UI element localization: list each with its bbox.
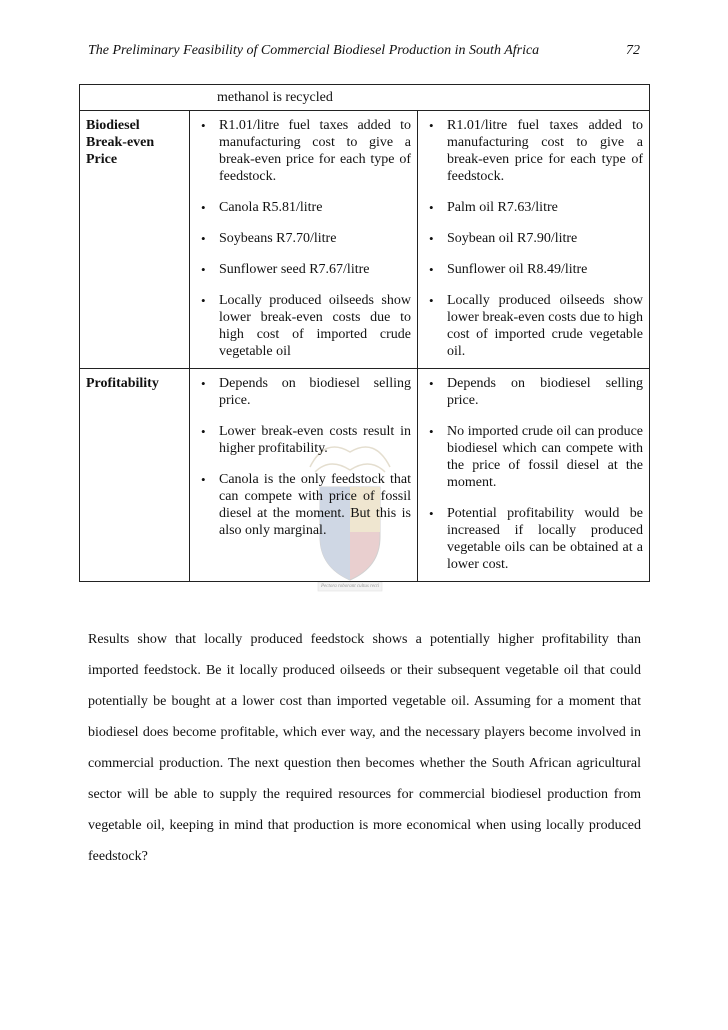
list-item: • Soybeans R7.70/litre: [190, 230, 417, 247]
continued-text: methanol is recycled: [217, 90, 333, 105]
list-item: • Depends on biodiesel selling price.: [190, 375, 417, 409]
page-header: [88, 42, 640, 60]
row-label: Biodiesel Break-even Price: [80, 111, 190, 369]
imported-feedstock-cell: [418, 111, 650, 369]
list-item: • Locally produced oilseeds show lower break-even costs due to high cost of imported crude vegetable oil.: [418, 292, 649, 360]
list-item: • Depends on biodiesel selling price.: [418, 375, 649, 409]
list-item: • Sunflower oil R8.49/litre: [418, 261, 649, 278]
list-item: • No imported crude oil can produce biodiesel which can compete with the price of fossil diesel at the moment.: [418, 423, 649, 491]
comparison-table: [79, 84, 650, 582]
running-title: The Preliminary Feasibility of Commercial Biodiesel Production in South Africa: [88, 43, 540, 58]
table-row: [80, 111, 650, 369]
list-item: • Palm oil R7.63/litre: [418, 199, 649, 216]
table-row: [80, 369, 650, 582]
watermark-motto: Pectora roborant cultus recti: [320, 584, 380, 589]
list-item: • Sunflower seed R7.67/litre: [190, 261, 417, 278]
local-feedstock-cell: [190, 369, 418, 582]
list-item: • Potential profitability would be increased if locally produced vegetable oils can be obtained at a lower cost.: [418, 505, 649, 573]
body-paragraph: Results show that locally produced feedstock shows a potentially higher profitability than imported feedstock. Be it locally produced oilseeds or their subsequent vegetable oil that could potentially be bought at a lower cost than imported vegetable oil. Assuming for a moment that biodiesel does become profitable, which ever way, and the necessary players become involved in commercial production. The next question then becomes whether the South African agricultural sector will be able to supply the required resources for commercial biodiesel production from vegetable oil, keeping in mind that production is more economical when using locally produced feedstock?: [88, 632, 641, 864]
list-item: • Canola R5.81/litre: [190, 199, 417, 216]
list-item: • Canola is the only feedstock that can compete with price of fossil diesel at the moment. But this is also only marginal.: [190, 471, 417, 539]
list-item: • Lower break-even costs result in higher profitability.: [190, 423, 417, 457]
list-item: • R1.01/litre fuel taxes added to manufacturing cost to give a break-even price for each type of feedstock.: [418, 117, 649, 185]
list-item: • Locally produced oilseeds show lower break-even costs due to high cost of imported crude vegetable oil: [190, 292, 417, 360]
list-item: • Soybean oil R7.90/litre: [418, 230, 649, 247]
local-feedstock-cell: [190, 111, 418, 369]
continuation-row: [80, 85, 650, 111]
row-label: Profitability: [80, 369, 190, 582]
list-item: • R1.01/litre fuel taxes added to manufacturing cost to give a break-even price for each type of feedstock.: [190, 117, 417, 185]
page-number: 72: [626, 43, 640, 58]
imported-feedstock-cell: [418, 369, 650, 582]
